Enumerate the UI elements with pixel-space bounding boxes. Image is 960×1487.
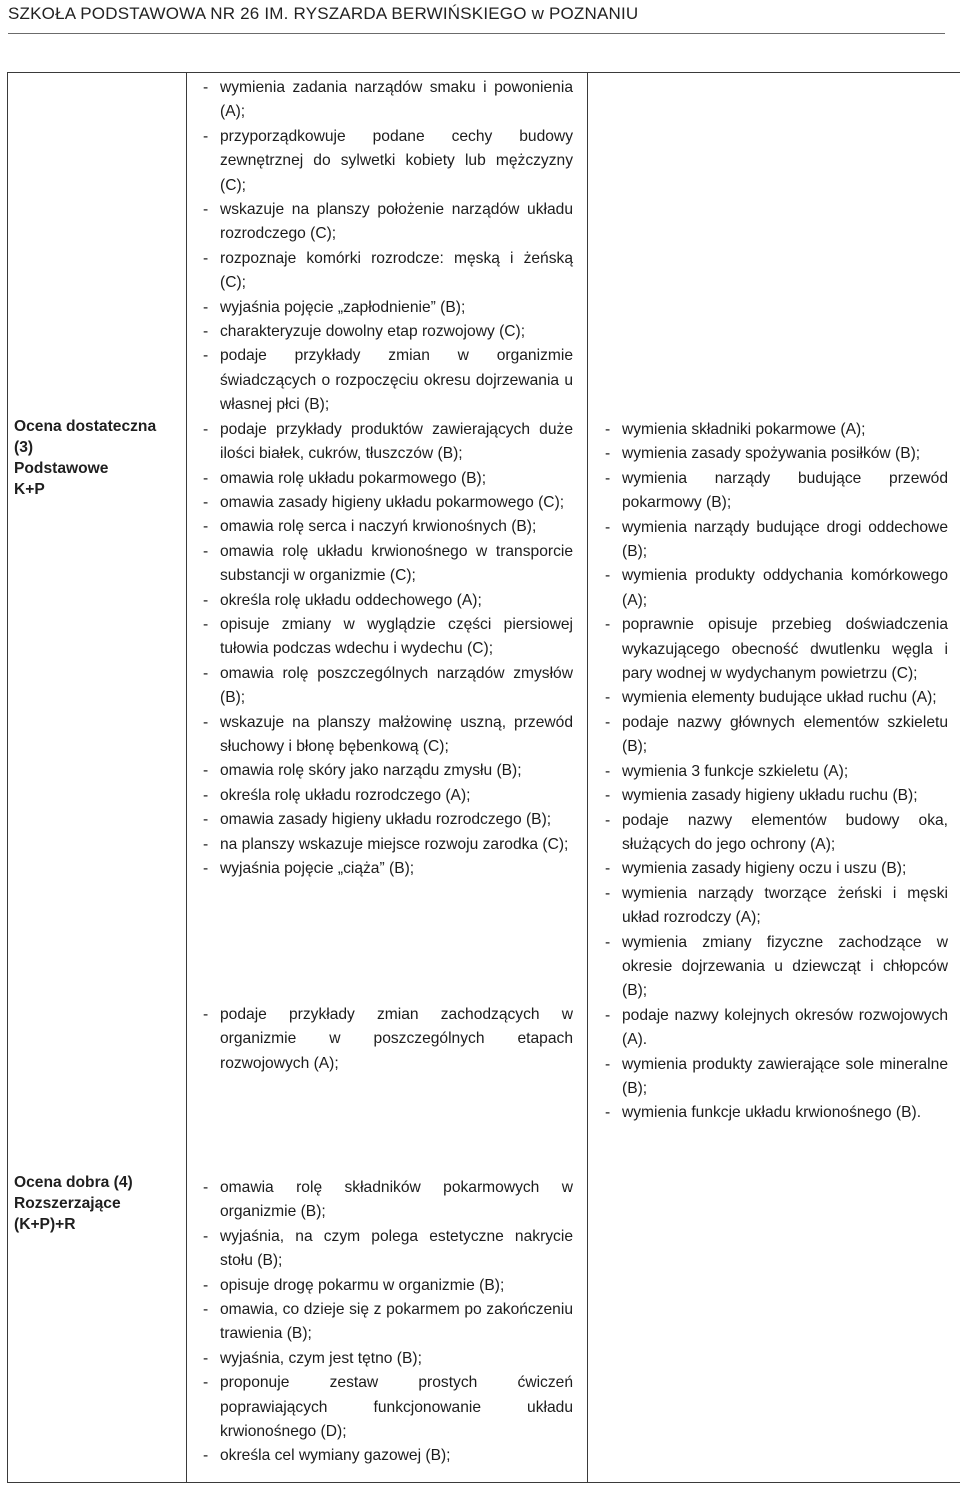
list-item: - podaje nazwy głównych elementów szkieletu (B);: [605, 711, 948, 760]
list-item: - przyporządkowuje podane cechy budowy zewnętrznej do sylwetki kobiety lub mężczyzny (C);: [203, 125, 573, 198]
list-item: - rozpoznaje komórki rozrodcze: męską i żeńską (C);: [203, 247, 573, 296]
list-item: - określa rolę układu rozrodczego (A);: [203, 784, 573, 808]
list-item: - poprawnie opisuje przebieg doświadczenia wykazującego obecność dwutlenku węgla i pary wodnej w wydychanym powietrzu (C);: [605, 613, 948, 686]
level-label: Podstawowe: [14, 460, 109, 477]
list-item: - wymienia produkty oddychania komórkowego (A);: [605, 564, 948, 613]
level-basic: [14, 416, 156, 500]
list-item: - omawia rolę serca i naczyń krwionośnych (B);: [203, 515, 573, 539]
list-item: - na planszy wskazuje miejsce rozwoju zarodka (C);: [203, 833, 573, 857]
list-item: - omawia rolę poszczególnych narządów zmysłów (B);: [203, 662, 573, 711]
list-item: - proponuje zestaw prostych ćwiczeń poprawiających funkcjonowanie układu krwionośnego (D);: [203, 1371, 573, 1444]
level-column: [8, 73, 187, 1483]
right-requirements-column: [588, 73, 960, 1483]
list-item: - opisuje zmiany w wyglądzie części piersiowej tułowia podczas wdechu i wydechu (C);: [203, 613, 573, 662]
list-item: - wymienia zasady spożywania posiłków (B);: [605, 442, 948, 466]
list-item: - określa cel wymiany gazowej (B);: [203, 1444, 573, 1468]
list-item: - omawia rolę układu pokarmowego (B);: [203, 467, 573, 491]
list-item: - wyjaśnia pojęcie „zapłodnienie” (B);: [203, 296, 573, 320]
level-label: K+P: [14, 481, 45, 498]
requirements-list: [203, 1176, 573, 1469]
list-item: - wymienia zmiany fizyczne zachodzące w okresie dojrzewania u dziewcząt i chłopców (B);: [605, 931, 948, 1004]
requirements-list: [203, 1003, 573, 1076]
list-item: - wymienia produkty zawierające sole mineralne (B);: [605, 1053, 948, 1102]
table-row: [8, 73, 960, 1483]
list-item: - charakteryzuje dowolny etap rozwojowy (C);: [203, 320, 573, 344]
level-extended: [14, 1172, 133, 1235]
list-item: - omawia rolę składników pokarmowych w organizmie (B);: [203, 1176, 573, 1225]
list-item: - podaje przykłady produktów zawierających duże ilości białek, cukrów, tłuszczów (B);: [203, 418, 573, 467]
list-item: - wymienia elementy budujące układ ruchu (A);: [605, 686, 948, 710]
list-item: - omawia rolę skóry jako narządu zmysłu (B);: [203, 759, 573, 783]
header-divider: [8, 33, 945, 34]
list-item: - podaje nazwy kolejnych okresów rozwojowych (A).: [605, 1004, 948, 1053]
list-item: - wymienia narządy tworzące żeński i męski układ rozrodczy (A);: [605, 882, 948, 931]
list-item: - omawia zasady higieny układu pokarmowego (C);: [203, 491, 573, 515]
list-item: - wymienia narządy budujące przewód pokarmowy (B);: [605, 467, 948, 516]
list-item: - opisuje drogę pokarmu w organizmie (B);: [203, 1274, 573, 1298]
list-item: - wskazuje na planszy położenie narządów układu rozrodczego (C);: [203, 198, 573, 247]
list-item: - podaje nazwy elementów budowy oka, służących do jego ochrony (A);: [605, 809, 948, 858]
list-item: - omawia, co dzieje się z pokarmem po zakończeniu trawienia (B);: [203, 1298, 573, 1347]
level-label: Ocena dobra (4): [14, 1174, 133, 1191]
list-item: - wymienia składniki pokarmowe (A);: [605, 418, 948, 442]
list-item: - wyjaśnia, na czym polega estetyczne nakrycie stołu (B);: [203, 1225, 573, 1274]
level-label: (K+P)+R: [14, 1216, 76, 1233]
list-item: - wymienia zadania narządów smaku i powonienia (A);: [203, 76, 573, 125]
list-item: - wyjaśnia pojęcie „ciąża” (B);: [203, 857, 573, 881]
list-item: - podaje przykłady zmian zachodzących w organizmie w poszczególnych etapach rozwojowych (A);: [203, 1003, 573, 1076]
list-item: - omawia rolę układu krwionośnego w transporcie substancji w organizmie (C);: [203, 540, 573, 589]
level-label: Rozszerzające: [14, 1195, 121, 1212]
level-label: Ocena dostateczna: [14, 418, 157, 435]
list-item: - wymienia funkcje układu krwionośnego (B).: [605, 1101, 948, 1125]
list-item: - wymienia 3 funkcje szkieletu (A);: [605, 760, 948, 784]
list-item: - podaje przykłady zmian w organizmie świadczących o rozpoczęciu okresu dojrzewania u własnej płci (B);: [203, 344, 573, 417]
list-item: - omawia zasady higieny układu rozrodczego (B);: [203, 808, 573, 832]
list-item: - wyjaśnia, czym jest tętno (B);: [203, 1347, 573, 1371]
list-item: - wymienia zasady higieny oczu i uszu (B);: [605, 857, 948, 881]
requirements-list: [203, 76, 573, 881]
requirements-table: [7, 72, 960, 1483]
list-item: - wskazuje na planszy małżowinę uszną, przewód słuchowy i błonę bębenkową (C);: [203, 711, 573, 760]
list-item: - wymienia narządy budujące drogi oddechowe (B);: [605, 516, 948, 565]
page-header: SZKOŁA PODSTAWOWA NR 26 IM. RYSZARDA BERWIŃSKIEGO w POZNANIU: [8, 4, 639, 23]
level-label: (3): [14, 439, 34, 456]
list-item: - wymienia zasady higieny układu ruchu (B);: [605, 784, 948, 808]
list-item: - określa rolę układu oddechowego (A);: [203, 589, 573, 613]
requirements-list: [605, 418, 948, 1126]
middle-requirements-column: [187, 73, 588, 1483]
